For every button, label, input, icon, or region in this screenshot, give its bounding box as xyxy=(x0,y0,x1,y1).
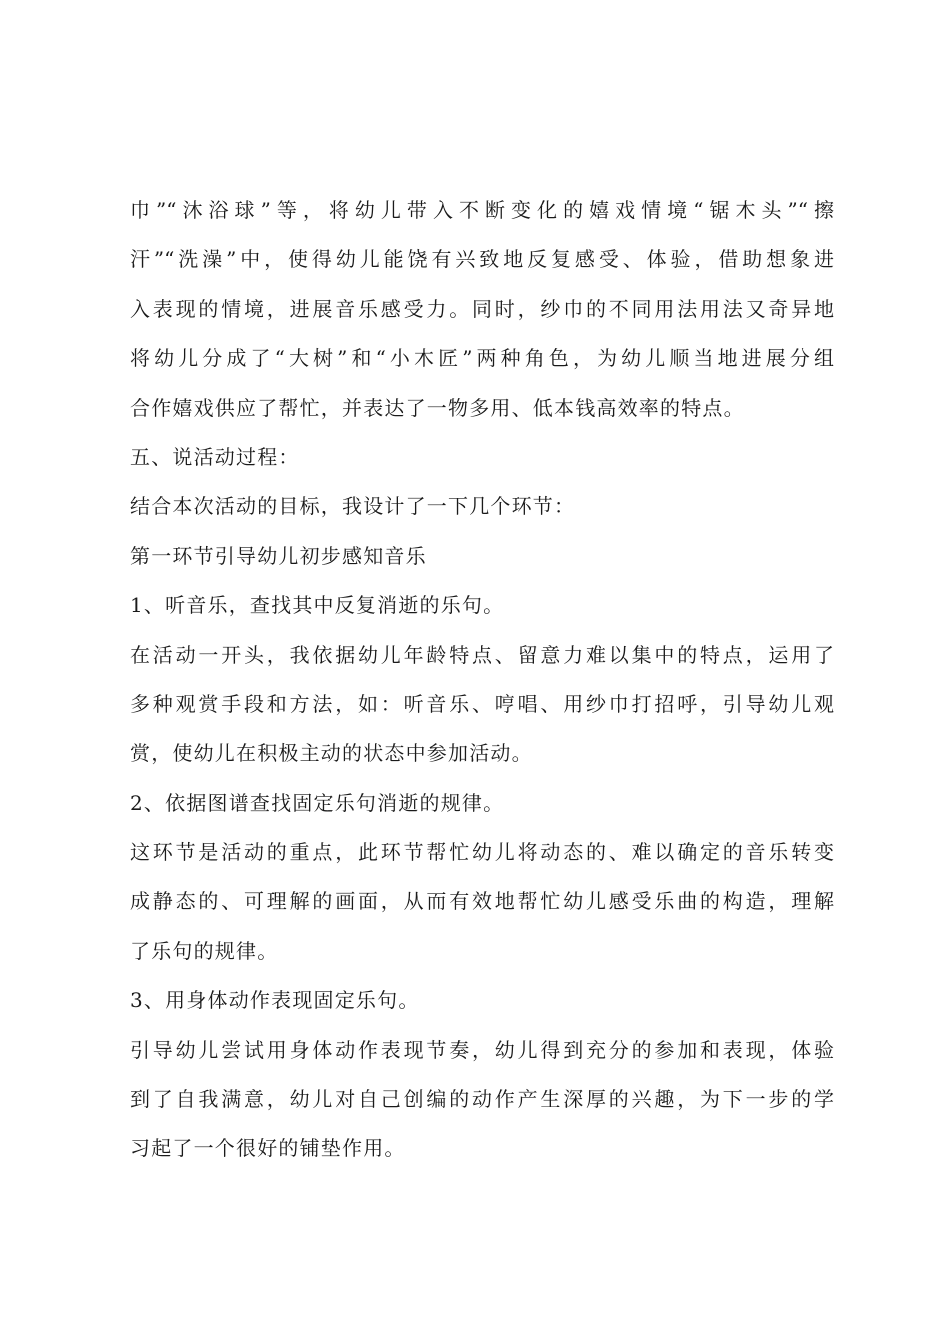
text-line: 习起了一个很好的铺垫作用。 xyxy=(130,1136,406,1161)
document-body xyxy=(130,186,834,1174)
text-line: 这环节是活动的重点，此环节帮忙幼儿将动态的、难以确定的音乐转变 xyxy=(130,840,834,865)
text-line: 到了自我满意，幼儿对自己创编的动作产生深厚的兴趣，为下一步的学 xyxy=(130,1087,834,1112)
text-line: 引导幼儿尝试用身体动作表现节奏，幼儿得到充分的参加和表现，体验 xyxy=(130,1037,834,1062)
list-item-heading: 2、依据图谱查找固定乐句消逝的规律。 xyxy=(130,790,505,815)
text-line: 结合本次活动的目标，我设计了一下几个环节： xyxy=(130,494,576,519)
text-line: 赏，使幼儿在积极主动的状态中参加活动。 xyxy=(130,741,533,766)
text-line: 将幼儿分成了“大树”和“小木匠”两种角色，为幼儿顺当地进展分组 xyxy=(130,346,834,371)
text-line: 入表现的情境，进展音乐感受力。同时，纱巾的不同用法用法又奇异地 xyxy=(130,296,834,321)
text-line: 多种观赏手段和方法，如：听音乐、哼唱、用纱巾打招呼，引导幼儿观 xyxy=(130,691,834,716)
list-item-heading: 3、用身体动作表现固定乐句。 xyxy=(130,988,420,1013)
text-line: 在活动一开头，我依据幼儿年龄特点、留意力难以集中的特点，运用了 xyxy=(130,642,834,667)
text-line: 合作嬉戏供应了帮忙，并表达了一物多用、低本钱高效率的特点。 xyxy=(130,395,745,420)
text-line: 了乐句的规律。 xyxy=(130,938,279,963)
text-line: 成静态的、可理解的画面，从而有效地帮忙幼儿感受乐曲的构造，理解 xyxy=(130,889,834,914)
subsection-heading: 第一环节引导幼儿初步感知音乐 xyxy=(130,543,427,568)
section-heading: 五、说活动过程： xyxy=(130,444,300,469)
text-line: 巾”“沐浴球”等，将幼儿带入不断变化的嬉戏情境“锯木头”“擦 xyxy=(130,198,834,222)
list-item-heading: 1、听音乐，查找其中反复消逝的乐句。 xyxy=(130,593,505,618)
text-line: 汗”“洗澡”中，使得幼儿能饶有兴致地反复感受、体验，借助想象进 xyxy=(130,247,834,272)
